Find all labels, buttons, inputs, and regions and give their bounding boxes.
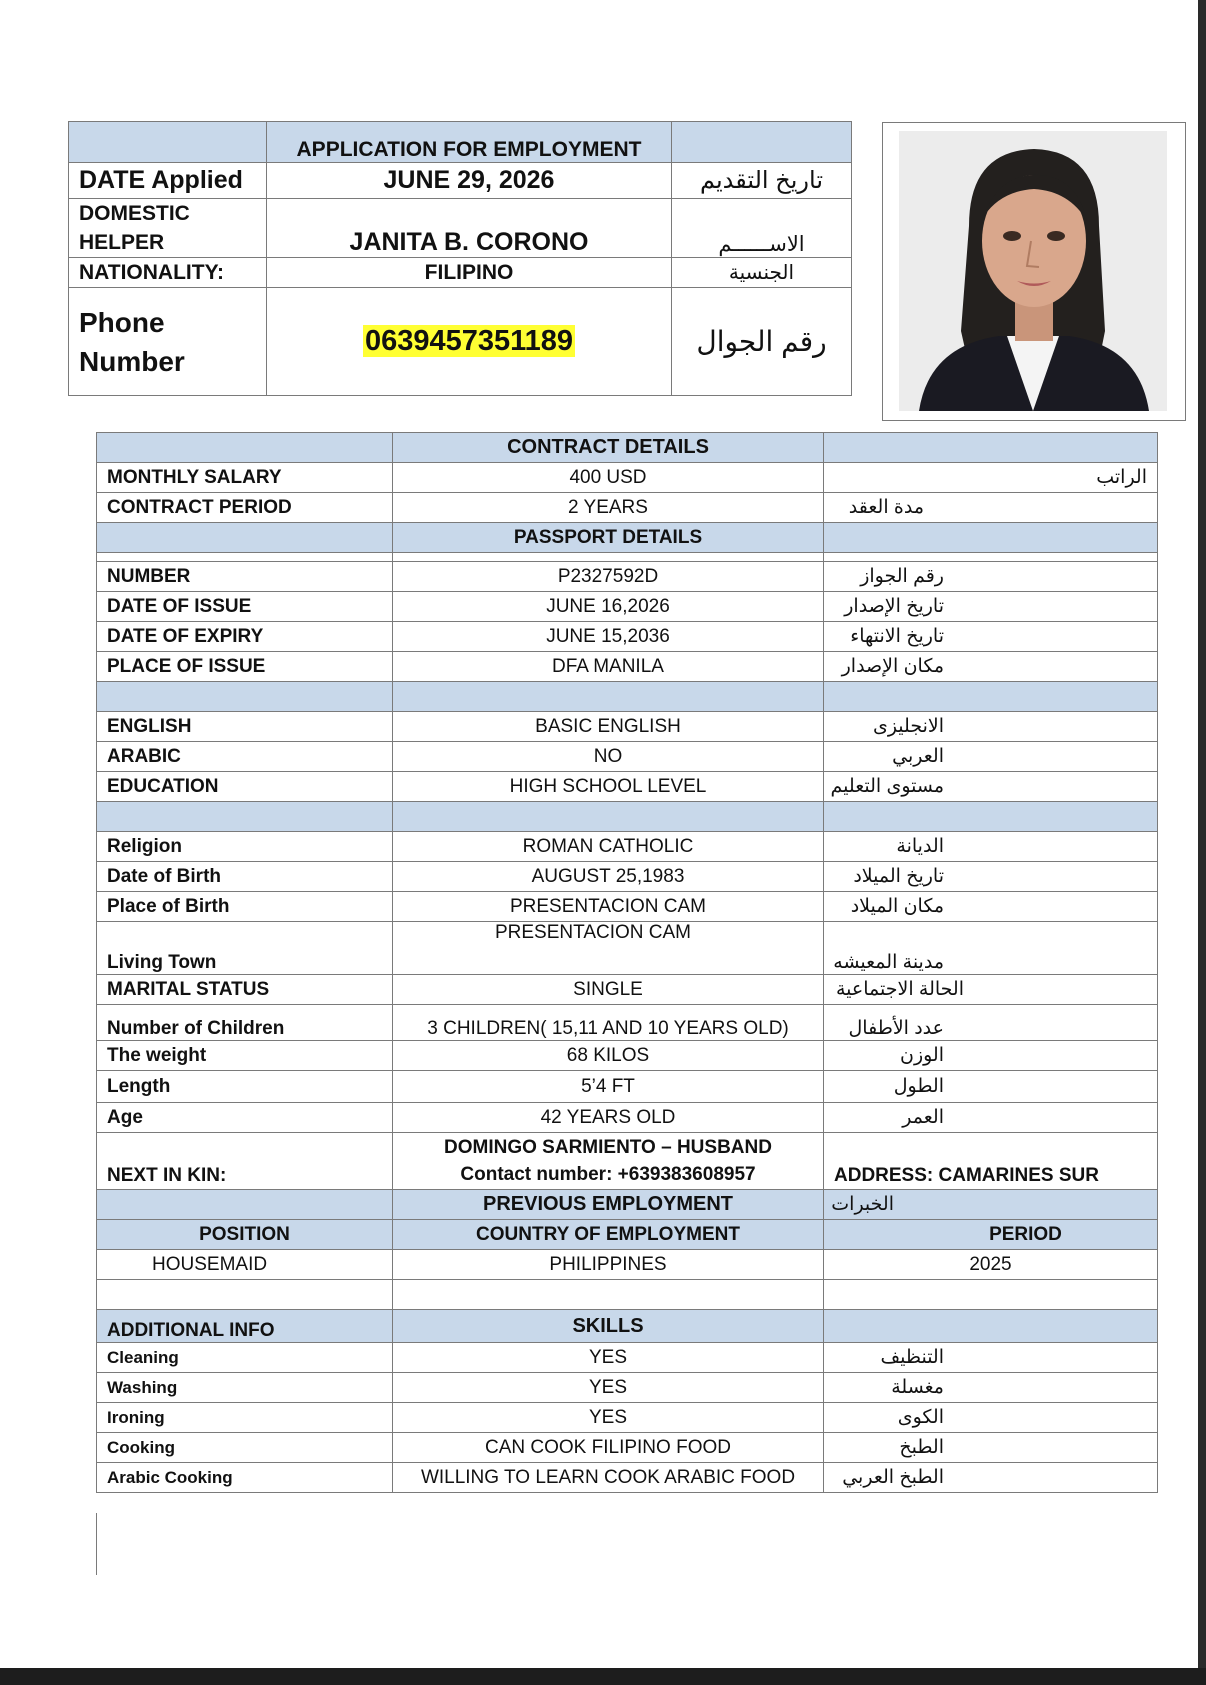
previous-employment-header: PREVIOUS EMPLOYMENT — [393, 1190, 824, 1220]
applicant-photo-frame — [882, 122, 1186, 421]
table-row: DATE OF ISSUE JUNE 16,2026 تاريخ الإصدار — [97, 592, 1158, 622]
table-row: Cleaning YES التنظيف — [97, 1343, 1158, 1373]
table-row: DATE OF EXPIRY JUNE 15,2036 تاريخ الانتهاء — [97, 622, 1158, 652]
country-column-header: COUNTRY OF EMPLOYMENT — [393, 1220, 824, 1250]
table-row: Length 5’4 FT الطول — [97, 1071, 1158, 1103]
table-row: Arabic Cooking WILLING TO LEARN COOK ARABIC FOOD الطبخ العربي — [97, 1463, 1158, 1493]
next-of-kin-name: DOMINGO SARMIENTO – HUSBAND — [444, 1137, 772, 1158]
table-left-border-tail — [96, 1513, 97, 1575]
contract-details-header: CONTRACT DETAILS — [393, 433, 824, 463]
table-row: HOUSEMAID PHILIPPINES 2025 — [97, 1250, 1158, 1280]
table-row: Religion ROMAN CATHOLIC الديانة — [97, 832, 1158, 862]
applicant-portrait-image — [899, 131, 1167, 411]
table-row: Number of Children 3 CHILDREN( 15,11 AND 10 YEARS OLD) عدد الأطفال — [97, 1005, 1158, 1041]
table-row: MONTHLY SALARY 400 USD الراتب — [97, 463, 1158, 493]
additional-info-header: ADDITIONAL INFO — [97, 1310, 393, 1343]
table-row: CONTRACT PERIOD 2 YEARS مدة العقد — [97, 493, 1158, 523]
name-ar: الاســــــم — [672, 199, 852, 258]
date-applied-ar: تاريخ التقديم — [672, 163, 852, 199]
screen-edge-bottom — [0, 1668, 1206, 1685]
date-applied-value: JUNE 29, 2026 — [267, 163, 672, 199]
applicant-header-table — [68, 121, 852, 396]
next-of-kin-contact: Contact number: +639383608957 — [460, 1164, 756, 1185]
table-row: Age 42 YEARS OLD العمر — [97, 1103, 1158, 1133]
date-applied-label: DATE Applied — [69, 163, 267, 199]
table-row: Place of Birth PRESENTACION CAM مكان الميلاد — [97, 892, 1158, 922]
next-of-kin-address: ADDRESS: CAMARINES SUR — [824, 1133, 1158, 1190]
phone-ar: رقم الجوال — [672, 288, 852, 396]
phone-cell — [267, 288, 672, 396]
position-label: DOMESTIC HELPER — [69, 199, 267, 258]
skills-header: SKILLS — [393, 1310, 824, 1343]
table-row: Washing YES مغسلة — [97, 1373, 1158, 1403]
phone-number: 0639457351189 — [364, 325, 574, 357]
table-row: NUMBER P2327592D رقم الجواز — [97, 562, 1158, 592]
table-row: Date of Birth AUGUST 25,1983 تاريخ الميلاد — [97, 862, 1158, 892]
table-row: MARITAL STATUS SINGLE الحالة الاجتماعية — [97, 975, 1158, 1005]
nationality-ar: الجنسية — [672, 258, 852, 288]
table-row: Cooking CAN COOK FILIPINO FOOD الطبخ — [97, 1433, 1158, 1463]
table-row: ENGLISH BASIC ENGLISH الانجليزى — [97, 712, 1158, 742]
nationality-value: FILIPINO — [267, 258, 672, 288]
table-row: Living Town PRESENTACION CAM مدينة المعيشه — [97, 922, 1158, 975]
next-of-kin-row: NEXT IN KIN: DOMINGO SARMIENTO – HUSBAND Contact number: +639383608957 ADDRESS: CAMARINES SUR — [97, 1133, 1158, 1190]
table-row: ARABIC NO العربي — [97, 742, 1158, 772]
table-row: The weight 68 KILOS الوزن — [97, 1041, 1158, 1071]
nationality-label: NATIONALITY: — [69, 258, 267, 288]
screen-edge-right — [1198, 0, 1206, 1685]
table-row: PLACE OF ISSUE DFA MANILA مكان الإصدار — [97, 652, 1158, 682]
passport-details-header: PASSPORT DETAILS — [393, 523, 824, 553]
period-column-header: PERIOD — [824, 1220, 1158, 1250]
applicant-photo — [899, 131, 1167, 411]
applicant-name: JANITA B. CORONO — [267, 199, 672, 258]
table-row: Ironing YES الكوى — [97, 1403, 1158, 1433]
position-column-header: POSITION — [97, 1220, 393, 1250]
details-table: CONTRACT DETAILS MONTHLY SALARY 400 USD الراتب CONTRACT PERIOD 2 YEARS مدة العقد PASSPORT DETAILS NUMBER P2327592D رقم الجواز DATE OF ISSUE JUNE 16,2026 تاريخ الإصدار DATE OF EXPIRY JUNE 15,2036 تاريخ الانتهاء PLACE OF ISSUE DFA MANILA مكان الإصدار ENGLISH BASIC ENGLISH الانجليزى ARABIC NO العربي EDUCATION HIGH SCHOOL LEVEL مستوى التعليم Religion ROMAN CATHOLIC الديانة Date of Birth AUGUST 25,1983 تاريخ الميلاد Place of Birth PRESENTACION CAM مكان الميلاد Living Town PRESENTACION CAM مدينة المعيشه MARITAL STATUS SINGLE الحالة الاجتماعية Number of Children 3 CHILDREN( 15,11 AND 10 YEARS OLD) عدد الأطفال The weight 68 KILOS الوزن Length 5’4 FT الطول Age 42 YEARS OLD العمر NEXT IN KIN: DOMINGO SARMIENTO – HUSBAND Contact number: +639383608957 ADDRESS: CAMARINES SUR PREVIOUS EMPLOYMENT الخبرات POSITION COUNTRY OF EMPLOYMENT PERIOD HOUSEMAID PHILIPPINES 2025 ADDITIONAL INFO SKILLS Cleaning YES التنظيف Washing YES مغسلة Ironing YES الكوى Cooking CAN COOK FILIPINO FOOD الطبخ Arabic Cooking WILLING TO LEARN COOK ARABIC FOOD الطبخ العربي — [96, 432, 1158, 1493]
phone-label: Phone Number — [69, 288, 267, 396]
form-title: APPLICATION FOR EMPLOYMENT — [267, 122, 672, 163]
table-row: EDUCATION HIGH SCHOOL LEVEL مستوى التعليم — [97, 772, 1158, 802]
